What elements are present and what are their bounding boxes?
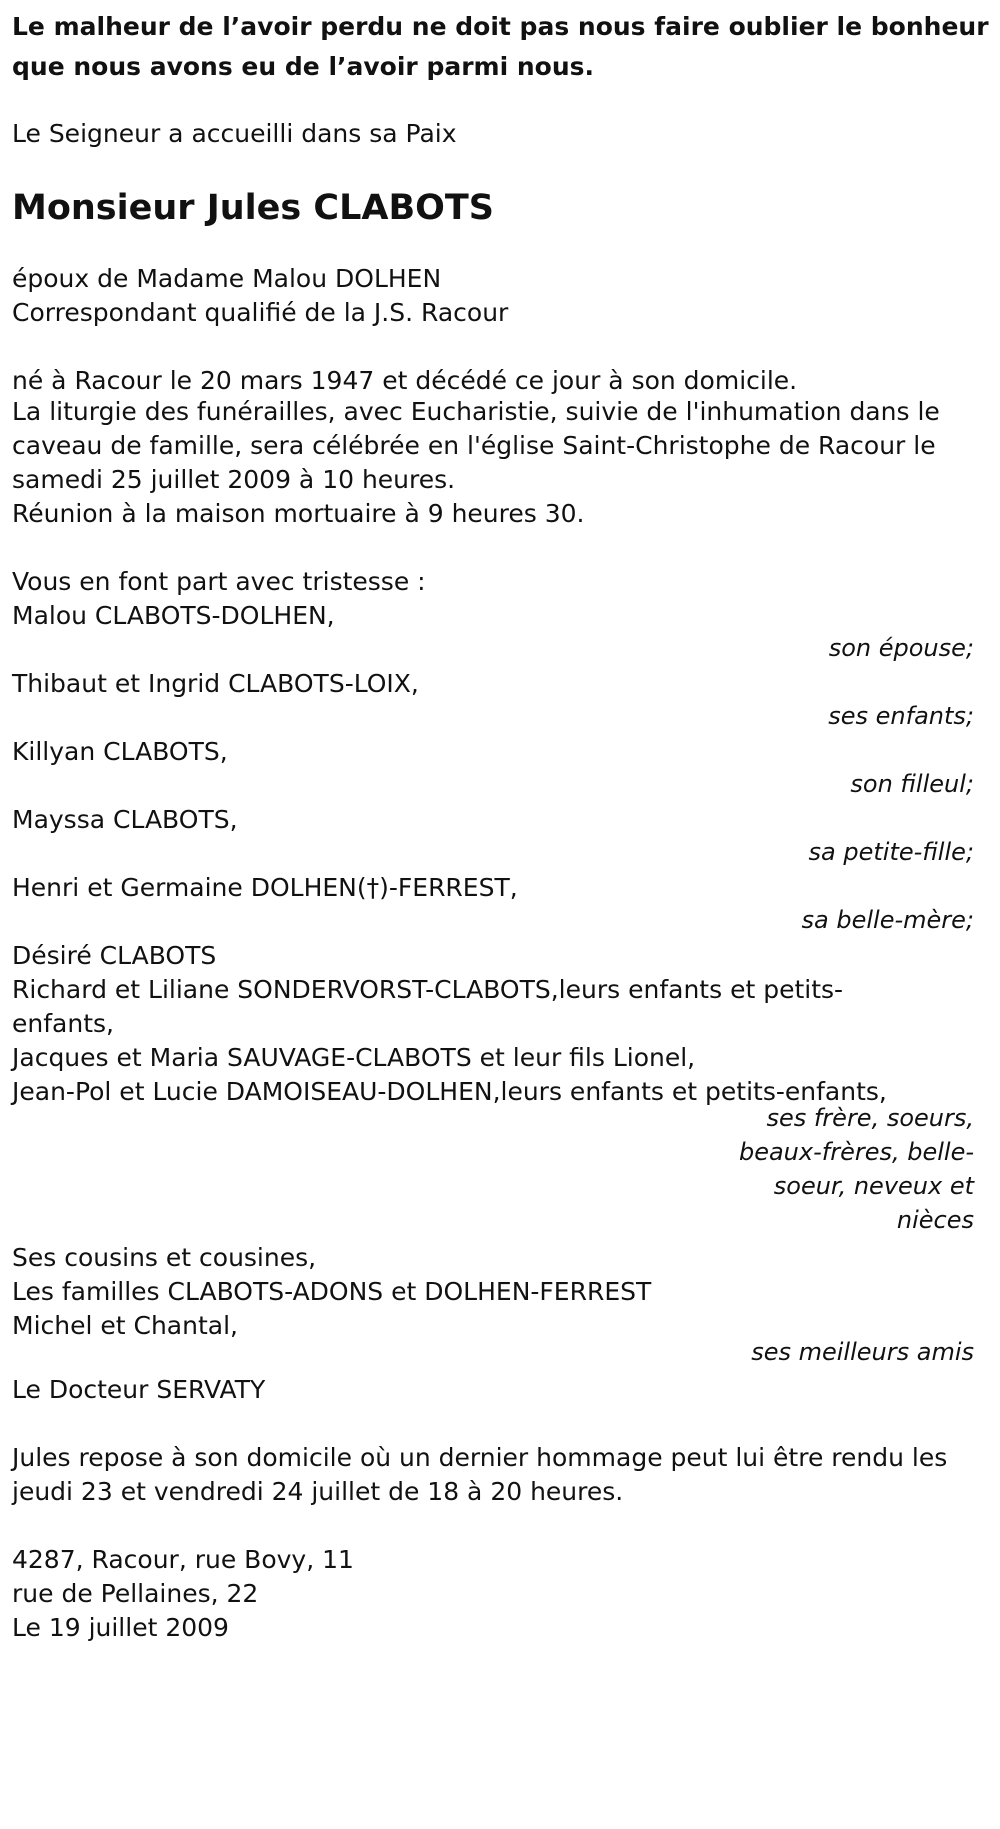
sibling-line: Richard et Liliane SONDERVORST-CLABOTS,leurs enfants et petits-enfants,: [12, 975, 844, 1038]
epigraph: Le malheur de l’avoir perdu ne doit pas nous faire oublier le bonheur que nous avons eu de l’avoir parmi nous.: [12, 12, 989, 81]
family-entry-role: sa belle-mère;: [801, 906, 974, 934]
family-entry-name: Mayssa CLABOTS,: [12, 805, 238, 834]
family-entry-name: Henri et Germaine DOLHEN(†)-FERREST,: [12, 873, 518, 902]
family-entry-role: sa petite-fille;: [808, 838, 974, 866]
family-entry: [12, 871, 988, 935]
deceased-name: Monsieur Jules CLABOTS: [12, 188, 495, 228]
others-block: [12, 1241, 988, 1407]
other-line: Les familles CLABOTS-ADONS et DOLHEN-FERREST: [12, 1277, 652, 1306]
address-line: 4287, Racour, rue Bovy, 11: [12, 1545, 354, 1574]
spouse-line: époux de Madame Malou DOLHEN: [12, 264, 442, 293]
family-entry-role: son épouse;: [828, 634, 974, 662]
liturgy-paragraph: La liturgie des funérailles, avec Eucharistie, suivie de l'inhumation dans le caveau de famille, sera célébrée en l'église Saint-Christophe de Racour le samedi 25 juillet 2009 à 10 heures.: [12, 397, 940, 494]
family-entry: [12, 599, 988, 663]
family-entry: [12, 735, 988, 799]
intro-line: Le Seigneur a accueilli dans sa Paix: [12, 119, 457, 148]
sibling-line: Jean-Pol et Lucie DAMOISEAU-DOLHEN,leurs enfants et petits-enfants,: [12, 1077, 887, 1106]
family-entry: [12, 667, 988, 731]
family-entry: [12, 803, 988, 867]
family-entry-name: Killyan CLABOTS,: [12, 737, 228, 766]
visitation-paragraph: Jules repose à son domicile où un dernier hommage peut lui être rendu les jeudi 23 et vendredi 24 juillet de 18 à 20 heures.: [12, 1443, 948, 1506]
friends-role: ses meilleurs amis: [751, 1338, 974, 1366]
address-line: Le 19 juillet 2009: [12, 1613, 229, 1642]
address-block: [12, 1543, 988, 1645]
other-line: Michel et Chantal,: [12, 1311, 238, 1340]
family-entry-name: Thibaut et Ingrid CLABOTS-LOIX,: [12, 669, 419, 698]
family-entry-name: Malou CLABOTS-DOLHEN,: [12, 601, 335, 630]
birth-death-line: né à Racour le 20 mars 1947 et décédé ce jour à son domicile.: [12, 366, 798, 395]
sibling-line: Jacques et Maria SAUVAGE-CLABOTS et leur fils Lionel,: [12, 1043, 696, 1072]
family-entry-role: son filleul;: [850, 770, 974, 798]
doctor-line: Le Docteur SERVATY: [12, 1375, 266, 1404]
announcement-intro: Vous en font part avec tristesse :: [12, 567, 426, 596]
family-list: [12, 599, 988, 935]
other-line: Ses cousins et cousines,: [12, 1243, 317, 1272]
meeting-line: Réunion à la maison mortuaire à 9 heures 30.: [12, 499, 585, 528]
family-entry-role: ses enfants;: [828, 702, 974, 730]
address-line: rue de Pellaines, 22: [12, 1579, 259, 1608]
role-line: Correspondant qualifié de la J.S. Racour: [12, 298, 509, 327]
siblings-block: [12, 939, 988, 1237]
sibling-line: Désiré CLABOTS: [12, 941, 217, 970]
siblings-role: ses frère, soeurs, beaux-frères, belle-soeur, neveux et nièces: [738, 1104, 974, 1234]
